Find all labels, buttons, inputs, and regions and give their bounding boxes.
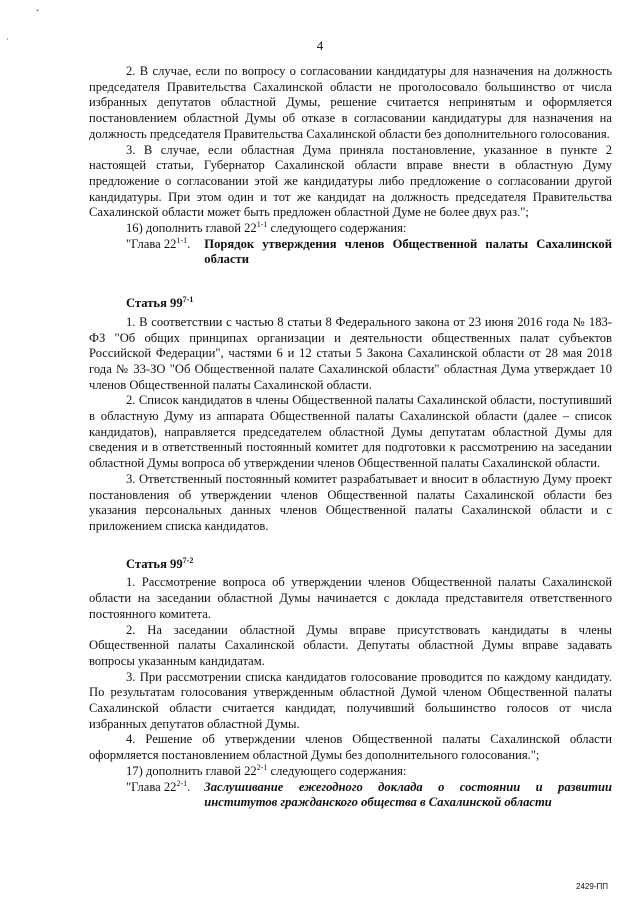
amendment-item-17: 17) дополнить главой 22$^{2-1}$ следующего содержания: bbox=[126, 762, 407, 778]
page-number: 4 bbox=[316, 38, 324, 53]
paragraph: 2. В случае, если по вопросу о согласовании кандидатуры для назначения на должность председателя Правительства Сахалинской области не проголосовало большинство от числа избранных депутатов областной Думы, решение считается непринятым и оформляется постановлением областной Думы об отказе в согласовании кандидатуры для назначения на должность председателя Правительства Сахалинской области без дополнительного голосования. bbox=[89, 64, 612, 141]
chapter-title: Порядок утверждения членов Общественной палаты Сахалинской области bbox=[204, 236, 612, 267]
paragraph: 2. Список кандидатов в члены Общественной палаты Сахалинской области, поступивший в областную Думу из аппарата Общественной палаты Сахалинской области (далее – список кандидатов), направляется председателем областной Думы депутатам областной Думы для сведения и в ответственный постоянный комитет для подготовки к рассмотрению на заседании областной Думы вопроса об утверждении членов Общественной палаты Сахалинской области. bbox=[89, 393, 612, 471]
paragraph: 1. Рассмотрение вопроса об утверждении членов Общественной палаты Сахалинской области на заседании областной Думы начинается с доклада представителя ответственного постоянного комитета. bbox=[89, 575, 612, 621]
paragraph: 4. Решение об утверждении членов Общественной палаты Сахалинской области оформляется постановлением областной Думы без дополнительного голосования."; bbox=[89, 732, 612, 763]
paragraph: 3. В случае, если областная Дума приняла постановление, указанное в пункте 2 настоящей статьи, Губернатор Сахалинской области вправе внести в областную Думу предложение о согласовании этой же кандидатуры либо предложение о согласовании другой кандидатуры. При этом один и тот же кандидат на должность председателя Правительства Сахалинской области может быть предложен областной Думе не более двух раз."; bbox=[89, 142, 612, 220]
paragraph: 3. При рассмотрении списка кандидатов голосование проводится по каждому кандидату. По результатам голосования утвержденным областной Думой членом Общественной палаты Сахалинской области считается кандидат, получивший большинство голосов от числа избранных депутатов областной Думы. bbox=[89, 669, 612, 731]
scan-mark: ˇ bbox=[36, 8, 39, 18]
article-heading: Статья 99$^{7-1}$ bbox=[126, 294, 194, 311]
scan-mark: · bbox=[6, 34, 9, 44]
chapter-label: "Глава 22$^{2-1}$. bbox=[126, 778, 191, 794]
chapter-heading bbox=[126, 780, 612, 811]
document-body bbox=[89, 64, 612, 811]
amendment-item-16: 16) дополнить главой 22$^{1-1}$ следующего содержания: bbox=[126, 219, 407, 236]
paragraph: 2. На заседании областной Думы вправе присутствовать кандидаты в члены Общественной палаты Сахалинской области. Депутаты областной Думы вправе задавать вопросы указанным кандидатам. bbox=[89, 622, 612, 668]
chapter-label: "Глава 22$^{1-1}$. bbox=[126, 235, 191, 251]
chapter-heading bbox=[126, 237, 612, 268]
chapter-title: Заслушивание ежегодного доклада о состоянии и развитии институтов гражданского общества в Сахалинской области bbox=[204, 779, 612, 810]
paragraph: 1. В соответствии с частью 8 статьи 8 Федерального закона от 23 июня 2016 года № 183-ФЗ "Об общих принципах организации и деятельности общественных палат субъектов Российской Федерации", частями 6 и 12 статьи 5 Закона Сахалинской области от 28 мая 2018 года № 33-ЗО "Об Общественной палате Сахалинской области" областная Дума утверждает 10 членов Общественной палаты Сахалинской области. bbox=[89, 314, 612, 392]
article-heading: Статья 99$^{7-2}$ bbox=[126, 555, 194, 571]
paragraph: 3. Ответственный постоянный комитет разрабатывает и вносит в областную Думу проект постановления об утверждении членов Общественной палаты Сахалинской области без указания персональных данных членов Общественной палаты Сахалинской области и с приложением списка кандидатов. bbox=[89, 471, 612, 533]
document-code: 2429-ПП bbox=[576, 882, 608, 891]
